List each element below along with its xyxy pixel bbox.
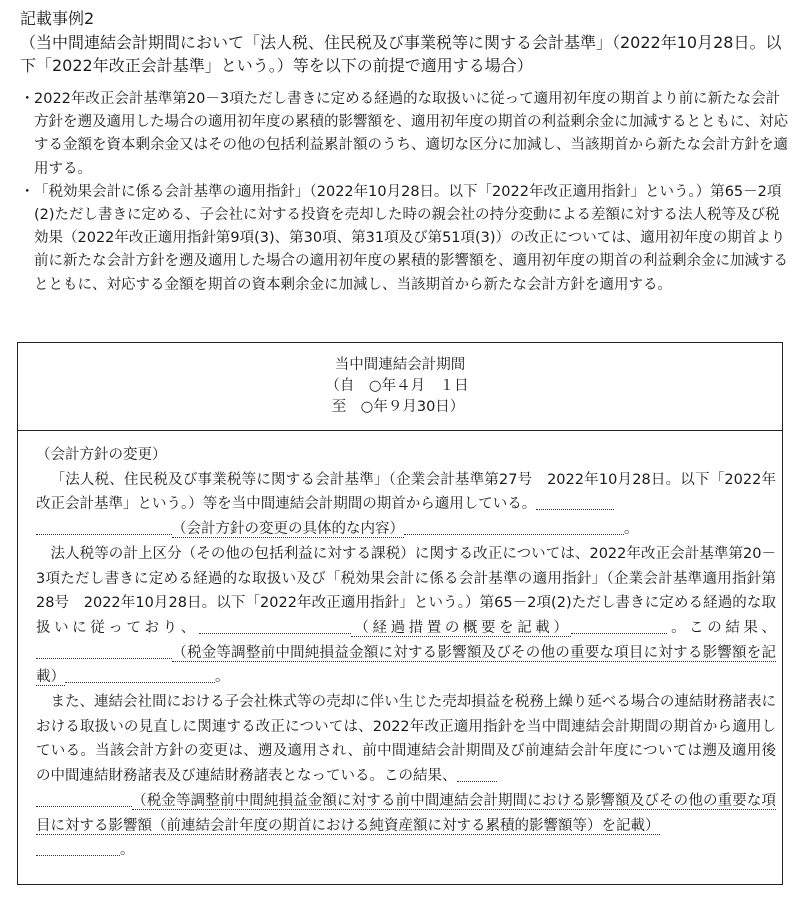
fill-in-blank: [404, 518, 624, 535]
disclosure-example-box: [17, 342, 783, 885]
fill-in-blank: [36, 790, 132, 807]
bullet-text: 「税効果会計に係る会計基準の適用指針」（2022年10月28日。以下「2022年改正適用指針」という。）第65－2項(2)ただし書きに定める、子会社に対する投資を売却した時の親会社の持分変動による差額に対する法人税等及び税効果（2022年改正適用指針第9項(3)、第30項、第31項及び第51項(3)）の改正については、適用初年度の期首より前に新たな会計方針を遡及適用した場合の適用初年度の累積的影響額を、適用初年度の期首の利益剰余金に加減するとともに、対応する金額を期首の資本剰余金に加減し、当該期首から新たな会計方針を適用する。: [34, 183, 788, 293]
end-mark: 。: [624, 521, 639, 538]
placeholder-note: （税金等調整前中間純損益金額に対する影響額及びその他の重要な項目に対する影響額を記載）: [36, 644, 776, 686]
bullet-text: 2022年改正会計基準第20－3項ただし書きに定める経過的な取扱いに従って適用初年度の期首より前に新たな会計方針を遡及適用した場合の適用初年度の累積的影響額を、適用初年度の期首の利益剰余金に加減するとともに、対応する金額を資本剰余金又はその他の包括利益累計額のうち、適切な区分に加減し、当該期首から新たな会計方針を適用する。: [34, 91, 788, 177]
end-mark: 。: [215, 669, 230, 686]
fill-in-blank: [36, 839, 120, 856]
accounting-policy-change-note: [36, 443, 776, 863]
example-title: 記載事例2: [20, 9, 95, 28]
bullet-item: [20, 88, 790, 181]
fill-in-blank: [65, 666, 215, 683]
period-heading: 当中間連結会計期間: [334, 357, 466, 373]
period-header: [18, 343, 782, 431]
fill-in-blank: [536, 493, 614, 510]
bullet-mark: ・: [20, 183, 35, 200]
period-to: 至 ○年９月30日）: [331, 399, 465, 415]
fill-in-blank: [199, 617, 351, 634]
premise-bullet-list: [20, 88, 790, 297]
paragraph-2-text: 。この結果、: [667, 619, 777, 636]
section-heading: （会計方針の変更）: [36, 447, 167, 463]
paragraph-1-text: 「法人税、住民税及び事業税等に関する会計基準」（企業会計基準第27号 2022年10月28日。以下「2022年改正会計基準」という。）等を当中間連結会計期間の期首から適用している。: [36, 471, 776, 513]
fill-in-blank: [571, 617, 667, 634]
period-from: （自 ○年４月 １日: [325, 378, 469, 394]
premise-text: （当中間連結会計期間において「法人税、住民税及び事業税等に関する会計基準」（2022年10月28日。以下「2022年改正会計基準」という。）等を以下の前提で適用する場合）: [20, 33, 782, 75]
paragraph-2: [36, 542, 776, 690]
fill-in-blank: [36, 518, 172, 535]
placeholder-note: （税金等調整前中間純損益金額に対する前中間連結会計期間における影響額及びその他の重要な項目に対する影響額（前連結会計年度の期首における純資産額に対する累積的影響額等）を記載）: [36, 792, 776, 834]
end-mark: 。: [120, 842, 135, 859]
paragraph-1: [36, 468, 776, 542]
paragraph-3: [36, 690, 776, 863]
bullet-item: [20, 181, 790, 297]
placeholder-note: （会計方針の変更の具体的な内容）: [172, 521, 404, 538]
placeholder-note: （経過措置の概要を記載）: [350, 619, 572, 636]
fill-in-blank: [36, 642, 172, 659]
bullet-mark: ・: [20, 91, 35, 107]
fill-in-blank: [457, 765, 497, 782]
paragraph-3-text: また、連結会社間における子会社株式等の売却に伴い生じた売却損益を税務上繰り延べる場合の連結財務諸表における取扱いの見直しに関連する改正については、2022年改正適用指針を当中間連結会計期間の期首から適用している。当該会計方針の変更は、遡及適用され、前中間連結会計期間及び前連結会計年度については遡及適用後の中間連結財務諸表及び連結財務諸表となっている。この結果、: [36, 694, 776, 785]
paragraph-2-text: 法人税等の計上区分（その他の包括利益に対する課税）に関する改正については、2022年改正会計基準第20－3項ただし書きに定める経過的な取扱い及び「税効果会計に係る会計基準の適用指針」（企業会計基準適用指針第28号 2022年10月28日。以下「2022年改正適用指針」という。）第65－2項(2)ただし書きに定める経過的な取扱いに従っており、: [36, 545, 776, 636]
